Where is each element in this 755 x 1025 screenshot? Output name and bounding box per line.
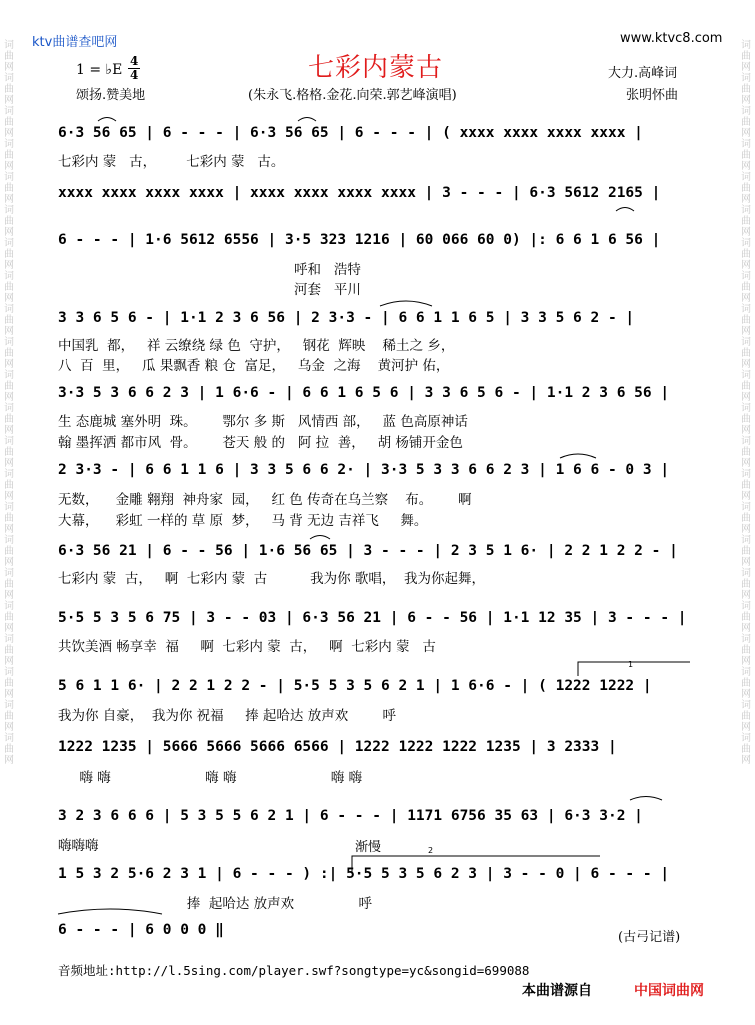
site-left-link[interactable]: ktv曲谱查吧网 <box>32 35 118 50</box>
score-system-9: 5 6 1 1 6· | 2 2 1 2 2 - | 5·5 5 3 5 6 2 1 | 1 6·6 - | ( 1222 1222 | <box>58 678 652 694</box>
lyric-line: 七彩内 蒙 古， 啊 七彩内 蒙 古 我为你 歌唱， 我为你起舞， <box>58 571 485 587</box>
slur-arc <box>298 118 316 122</box>
site-right-link[interactable]: www.ktvc8.com <box>620 31 723 46</box>
slur-arc <box>616 208 634 212</box>
source-label: 本曲谱源自 <box>522 983 592 999</box>
score-system-11: 3 2 3 6 6 6 | 5 3 5 5 6 2 1 | 6 - - - | 1171 6756 35 63 | 6·3 3·2 | <box>58 808 643 824</box>
source-site-link[interactable]: 中国词曲网 <box>634 983 704 999</box>
score-system-8: 5·5 5 3 5 6 75 | 3 - - 03 | 6·3 56 21 | 6 - - 56 | 1·1 12 35 | 3 - - - | <box>58 610 687 626</box>
side-watermark-left: 词曲网词曲网词曲网词曲网词曲网词曲网词曲网词曲网词曲网词曲网词曲网词曲网词曲网词曲网词曲网词曲网词曲网词曲网词曲网词曲网词曲网词曲网 <box>4 40 14 766</box>
lyric-line: 七彩内 蒙 古， 七彩内 蒙 古。 <box>58 154 285 170</box>
slur-arc <box>58 909 162 914</box>
audio-link[interactable]: 音频地址:http://l.5sing.com/player.swf?songtype=yc&songid=699088 <box>58 963 530 978</box>
score-system-2: xxxx xxxx xxxx xxxx | xxxx xxxx xxxx xxxx | 3 - - - | 6·3 5612 2165 | <box>58 185 661 201</box>
slur-arc <box>560 454 596 458</box>
score-system-10: 1222 1235 | 5666 5666 5666 6566 | 1222 1222 1222 1235 | 3 2333 | <box>58 739 617 755</box>
slur-arc <box>380 301 432 306</box>
lyric-line: 呼和 浩特 <box>58 262 361 278</box>
singers-credit: (朱永飞.格格.金花.向荣.郭艺峰演唱) <box>248 88 457 103</box>
score-system-3: 6 - - - | 1·6 5612 6556 | 3·5 323 1216 | 60 066 60 0) |: 6 6 1 6 56 | <box>58 232 661 248</box>
lyric-line: 中国乳 都， 祥 云缭绕 绿 色 守护， 钢花 辉映 稀土之 乡， <box>58 338 455 354</box>
volta-2-bracket <box>352 856 600 872</box>
lyric-line: 大幕， 彩虹 一样的 草 原 梦， 马 背 无边 吉祥飞 舞。 <box>58 513 428 529</box>
volta-2-label: 2 <box>428 846 434 855</box>
volta-1-label: 1 <box>628 660 634 669</box>
slur-arc <box>630 797 662 801</box>
tempo-marking: 渐慢 <box>355 840 382 855</box>
time-signature-bottom: 4 <box>130 68 139 82</box>
slur-arc <box>98 118 116 122</box>
lyric-line: 八 百 里， 瓜 果飘香 粮 仓 富足， 乌金 之海 黄河护 佑， <box>58 358 450 374</box>
score-system-12: 1 5 3 2 5·6 2 3 1 | 6 - - - ) :| 5·5 5 3 5 6 2 3 | 3 - - 0 | 6 - - - | <box>58 866 670 882</box>
volta-1-bracket <box>578 662 690 676</box>
transcriber-credit: (古弓记谱) <box>618 930 681 945</box>
lyric-line: 嗨 嗨 嗨 嗨 嗨 嗨 <box>58 770 363 786</box>
lyric-line: 捧 起哈达 放声欢 呼 <box>58 896 372 912</box>
side-watermark-right: 词曲网词曲网词曲网词曲网词曲网词曲网词曲网词曲网词曲网词曲网词曲网词曲网词曲网词曲网词曲网词曲网词曲网词曲网词曲网词曲网词曲网词曲网 <box>741 40 751 766</box>
score-system-7: 6·3 56 21 | 6 - - 56 | 1·6 56 65 | 3 - - - | 2 3 5 1 6· | 2 2 1 2 2 - | <box>58 543 678 559</box>
score-system-4: 3 3 6 5 6 - | 1·1 2 3 6 56 | 2 3·3 - | 6 6 1 1 6 5 | 3 3 5 6 2 - | <box>58 310 635 326</box>
score-system-6: 2 3·3 - | 6 6 1 1 6 | 3 3 5 6 6 2· | 3·3 5 3 3 6 6 2 3 | 1 6 6 - 0 3 | <box>58 462 670 478</box>
slur-arc <box>310 536 330 540</box>
lyricist-credit: 大力.高峰词 <box>608 66 678 81</box>
time-signature-top: 4 <box>130 54 139 68</box>
lyric-line: 生 态鹿城 塞外明 珠。 鄂尔 多 斯 风情西 部， 蓝 色高原神话 <box>58 414 468 430</box>
lyric-line: 嗨嗨嗨 <box>58 838 99 854</box>
lyric-line: 河套 平川 <box>58 282 361 298</box>
lyric-line: 共饮美酒 畅享幸 福 啊 七彩内 蒙 古， 啊 七彩内 蒙 古 <box>58 639 436 655</box>
mood-marking: 颂扬.赞美地 <box>76 88 146 103</box>
score-system-13: 6 - - - | 6 0 0 0 ‖ <box>58 922 224 938</box>
lyric-line: 我为你 自豪， 我为你 祝福 捧 起哈达 放声欢 呼 <box>58 708 397 724</box>
composer-credit: 张明怀曲 <box>626 88 679 103</box>
key-signature: 1 = ♭E <box>76 62 123 78</box>
song-title: 七彩内蒙古 <box>308 53 444 83</box>
score-system-5: 3·3 5 3 6 6 2 3 | 1 6·6 - | 6 6 1 6 5 6 | 3 3 6 5 6 - | 1·1 2 3 6 56 | <box>58 385 670 401</box>
score-system-1: 6·3 56 65 | 6 - - - | 6·3 56 65 | 6 - - - | ( xxxx xxxx xxxx xxxx | <box>58 125 643 141</box>
lyric-line: 翰 墨挥洒 都市风 骨。 苍天 般 的 阿 拉 善， 胡 杨铺开金色 <box>58 435 463 451</box>
lyric-line: 无数， 金雕 翱翔 神舟家 园， 红 色 传奇在乌兰察 布。 啊 <box>58 492 472 508</box>
